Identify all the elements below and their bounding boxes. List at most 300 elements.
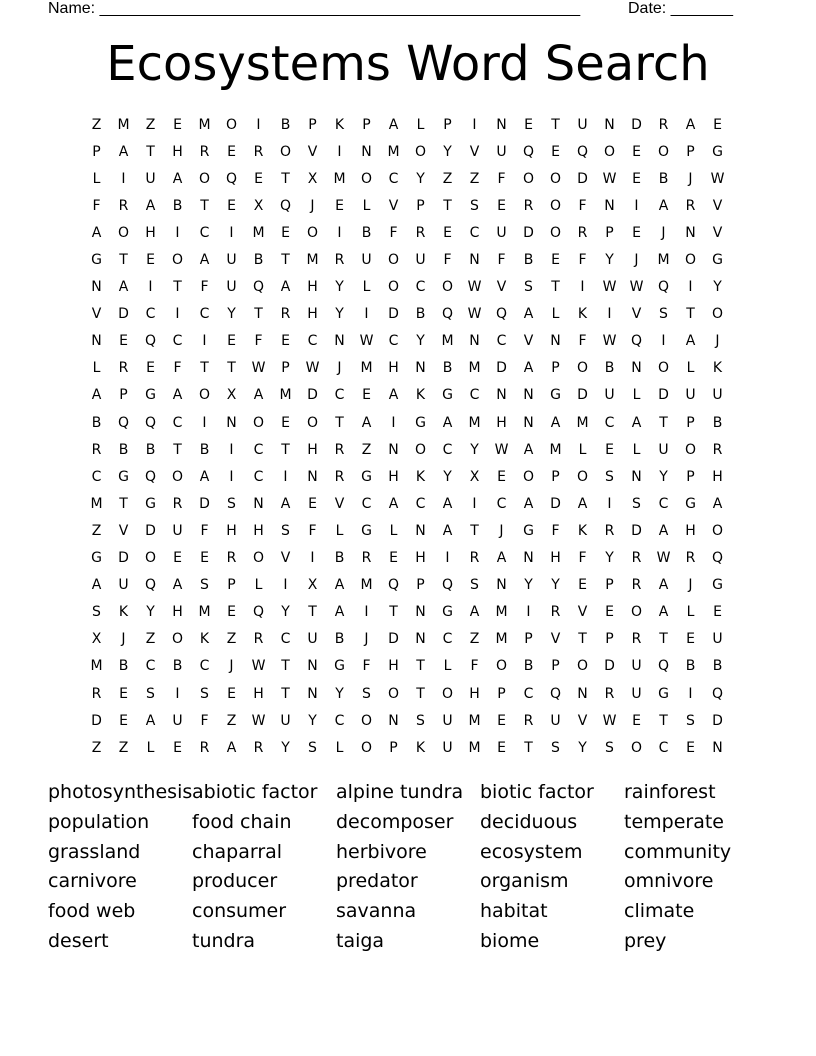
grid-letter: N	[550, 333, 561, 350]
grid-letter: Q	[144, 577, 157, 594]
grid-letter: M	[387, 143, 400, 160]
grid-letter: A	[658, 577, 669, 594]
grid-letter: P	[551, 468, 560, 485]
grid-letter: I	[310, 550, 315, 567]
grid-row	[83, 409, 731, 436]
grid-row	[83, 734, 731, 761]
grid-letter: N	[388, 441, 399, 458]
grid-letter: S	[227, 495, 236, 512]
grid-letter: G	[712, 252, 723, 269]
grid-letter: T	[335, 414, 344, 431]
grid-letter: S	[416, 712, 425, 729]
grid-letter: O	[441, 685, 454, 702]
grid-letter: X	[469, 468, 480, 485]
grid-letter: Z	[469, 631, 480, 648]
grid-letter: Z	[226, 712, 237, 729]
grid-letter: A	[145, 712, 156, 729]
grid-letter: M	[549, 441, 562, 458]
grid-letter: A	[172, 387, 183, 404]
grid-row	[83, 165, 731, 192]
grid-letter: C	[658, 739, 669, 756]
grid-letter: C	[604, 414, 615, 431]
grid-letter: E	[632, 712, 641, 729]
grid-letter: W	[251, 712, 266, 729]
grid-row	[83, 328, 731, 355]
grid-row	[83, 545, 731, 572]
word-list-item: grassland	[48, 840, 141, 863]
grid-letter: A	[199, 252, 210, 269]
grid-letter: V	[712, 224, 723, 241]
grid-letter: U	[712, 387, 723, 404]
grid-letter: R	[226, 550, 237, 567]
grid-letter: V	[388, 197, 399, 214]
grid-letter: X	[226, 387, 237, 404]
grid-letter: D	[307, 387, 318, 404]
grid-letter: Y	[524, 577, 533, 594]
grid-letter: R	[334, 468, 345, 485]
grid-letter: B	[172, 658, 183, 675]
grid-letter: A	[442, 522, 453, 539]
grid-letter: G	[658, 685, 669, 702]
grid-row	[83, 599, 731, 626]
grid-letter: A	[118, 143, 129, 160]
grid-letter: R	[118, 197, 129, 214]
grid-letter: O	[198, 170, 211, 187]
grid-letter: Y	[443, 468, 452, 485]
grid-letter: Q	[117, 414, 130, 431]
word-list-item: rainforest	[624, 781, 716, 803]
grid-letter: D	[577, 387, 588, 404]
grid-letter: P	[686, 143, 695, 160]
grid-letter: T	[173, 441, 182, 458]
grid-letter: I	[688, 279, 693, 296]
grid-letter: T	[524, 739, 533, 756]
grid-row	[83, 192, 731, 219]
grid-letter: S	[632, 495, 641, 512]
grid-letter: C	[199, 306, 210, 323]
grid-letter: A	[523, 306, 534, 323]
grid-letter: R	[334, 252, 345, 269]
grid-letter: Q	[225, 170, 238, 187]
word-list-item: abiotic factor	[192, 781, 318, 803]
grid-letter: N	[685, 224, 696, 241]
grid-letter: G	[550, 387, 561, 404]
grid-letter: D	[388, 631, 399, 648]
grid-letter: A	[91, 387, 102, 404]
grid-letter: P	[686, 414, 695, 431]
grid-letter: U	[631, 658, 642, 675]
grid-letter: T	[686, 306, 695, 323]
grid-letter: F	[200, 279, 209, 296]
grid-letter: R	[172, 495, 183, 512]
grid-letter: B	[523, 658, 534, 675]
grid-letter: I	[607, 495, 612, 512]
grid-letter: W	[602, 279, 617, 296]
grid-letter: C	[523, 685, 534, 702]
grid-letter: I	[688, 685, 693, 702]
grid-letter: K	[415, 468, 426, 485]
grid-letter: V	[469, 143, 480, 160]
grid-letter: B	[712, 658, 723, 675]
grid-letter: A	[91, 224, 102, 241]
grid-letter: N	[307, 685, 318, 702]
grid-letter: V	[577, 712, 588, 729]
grid-letter: N	[253, 495, 264, 512]
word-list-item: decomposer	[336, 810, 454, 833]
grid-letter: Q	[441, 306, 454, 323]
grid-letter: H	[388, 360, 399, 377]
grid-letter: Q	[252, 279, 265, 296]
grid-letter: C	[415, 279, 426, 296]
grid-letter: I	[283, 468, 288, 485]
grid-letter: D	[523, 224, 534, 241]
grid-letter: D	[631, 522, 642, 539]
grid-letter: F	[173, 360, 182, 377]
grid-letter: C	[361, 495, 372, 512]
grid-letter: O	[360, 712, 373, 729]
grid-letter: T	[119, 252, 128, 269]
grid-letter: H	[226, 522, 237, 539]
grid-row	[83, 274, 731, 301]
grid-letter: U	[172, 522, 183, 539]
grid-letter: H	[388, 658, 399, 675]
grid-letter: A	[523, 441, 534, 458]
grid-letter: K	[334, 116, 345, 133]
grid-letter: N	[415, 360, 426, 377]
grid-letter: O	[252, 414, 265, 431]
grid-letter: A	[469, 604, 480, 621]
grid-letter: E	[227, 604, 236, 621]
grid-letter: E	[281, 224, 290, 241]
grid-letter: R	[604, 522, 615, 539]
grid-letter: A	[91, 577, 102, 594]
grid-letter: L	[335, 522, 344, 539]
grid-letter: Y	[605, 252, 614, 269]
grid-letter: A	[658, 522, 669, 539]
grid-letter: O	[603, 143, 616, 160]
grid-letter: U	[442, 712, 453, 729]
grid-letter: E	[578, 577, 587, 594]
grid-letter: Z	[91, 116, 102, 133]
grid-letter: V	[550, 631, 561, 648]
grid-letter: B	[442, 360, 453, 377]
grid-letter: O	[414, 441, 427, 458]
grid-letter: N	[496, 577, 507, 594]
grid-letter: C	[307, 333, 318, 350]
word-list-item: climate	[624, 900, 695, 923]
grid-letter: Q	[576, 143, 589, 160]
word-list-item: organism	[480, 870, 569, 893]
grid-letter: T	[254, 306, 263, 323]
grid-row	[83, 680, 731, 707]
grid-letter: N	[631, 360, 642, 377]
grid-letter: B	[118, 658, 129, 675]
worksheet-header	[48, 0, 733, 18]
grid-letter: S	[200, 685, 209, 702]
grid-letter: S	[551, 739, 560, 756]
grid-letter: M	[279, 387, 292, 404]
grid-letter: U	[226, 279, 237, 296]
grid-letter: Y	[416, 333, 425, 350]
grid-letter: U	[415, 252, 426, 269]
grid-letter: C	[199, 658, 210, 675]
grid-letter: W	[710, 170, 725, 187]
grid-letter: Q	[711, 550, 724, 567]
grid-letter: W	[251, 360, 266, 377]
grid-letter: R	[199, 143, 210, 160]
grid-letter: P	[686, 468, 695, 485]
grid-letter: M	[576, 414, 589, 431]
grid-letter: C	[145, 306, 156, 323]
grid-row	[83, 653, 731, 680]
grid-letter: D	[199, 495, 210, 512]
grid-letter: O	[171, 252, 184, 269]
grid-letter: Y	[335, 279, 344, 296]
grid-letter: L	[146, 739, 155, 756]
word-list	[48, 780, 768, 959]
grid-letter: U	[577, 116, 588, 133]
grid-letter: I	[607, 306, 612, 323]
grid-letter: T	[281, 441, 290, 458]
grid-letter: M	[360, 577, 373, 594]
grid-letter: O	[360, 739, 373, 756]
grid-letter: R	[91, 685, 102, 702]
grid-letter: R	[280, 306, 291, 323]
grid-letter: O	[225, 116, 238, 133]
grid-letter: N	[577, 685, 588, 702]
grid-letter: Q	[144, 414, 157, 431]
grid-letter: T	[308, 604, 317, 621]
grid-letter: H	[253, 522, 264, 539]
grid-letter: R	[550, 604, 561, 621]
grid-letter: E	[632, 143, 641, 160]
grid-letter: T	[551, 116, 560, 133]
grid-letter: V	[280, 550, 291, 567]
grid-letter: Y	[227, 306, 236, 323]
grid-letter: Y	[281, 739, 290, 756]
word-list-item: food web	[48, 900, 136, 923]
grid-letter: A	[685, 333, 696, 350]
grid-letter: B	[91, 414, 102, 431]
grid-letter: M	[252, 224, 265, 241]
grid-letter: L	[254, 577, 263, 594]
grid-letter: E	[524, 116, 533, 133]
grid-letter: O	[144, 550, 157, 567]
grid-letter: O	[306, 224, 319, 241]
grid-letter: D	[712, 712, 723, 729]
grid-letter: S	[470, 197, 479, 214]
grid-letter: O	[306, 414, 319, 431]
grid-row	[83, 355, 731, 382]
grid-letter: G	[361, 468, 372, 485]
grid-letter: A	[145, 197, 156, 214]
grid-letter: R	[631, 577, 642, 594]
grid-letter: H	[145, 224, 156, 241]
grid-letter: T	[173, 279, 182, 296]
grid-letter: U	[172, 712, 183, 729]
grid-letter: R	[253, 739, 264, 756]
name-field: Name: ______________________________________________________	[48, 0, 581, 17]
grid-letter: N	[226, 414, 237, 431]
grid-letter: J	[715, 333, 720, 350]
grid-letter: Q	[495, 306, 508, 323]
grid-letter: L	[362, 279, 371, 296]
grid-letter: O	[657, 143, 670, 160]
grid-row	[83, 219, 731, 246]
grid-letter: N	[496, 116, 507, 133]
grid-letter: R	[604, 685, 615, 702]
grid-letter: I	[634, 197, 639, 214]
grid-letter: O	[684, 441, 697, 458]
grid-letter: M	[657, 252, 670, 269]
grid-letter: O	[522, 468, 535, 485]
grid-letter: Z	[91, 522, 102, 539]
grid-letter: T	[578, 631, 587, 648]
grid-letter: Y	[146, 604, 155, 621]
grid-letter: C	[253, 468, 264, 485]
grid-letter: I	[445, 550, 450, 567]
grid-letter: N	[334, 333, 345, 350]
grid-letter: Q	[441, 577, 454, 594]
grid-letter: B	[685, 658, 696, 675]
grid-letter: U	[604, 387, 615, 404]
grid-letter: K	[415, 387, 426, 404]
grid-letter: M	[468, 712, 481, 729]
grid-letter: T	[119, 495, 128, 512]
word-list-item: biotic factor	[480, 781, 594, 803]
grid-letter: H	[307, 441, 318, 458]
grid-letter: N	[415, 631, 426, 648]
grid-letter: Z	[226, 631, 237, 648]
grid-letter: N	[361, 143, 372, 160]
grid-letter: D	[91, 712, 102, 729]
grid-letter: A	[442, 495, 453, 512]
grid-letter: L	[335, 739, 344, 756]
grid-letter: P	[389, 739, 398, 756]
grid-letter: W	[251, 658, 266, 675]
grid-letter: H	[415, 550, 426, 567]
grid-letter: S	[605, 468, 614, 485]
grid-letter: E	[605, 441, 614, 458]
grid-letter: R	[685, 197, 696, 214]
grid-letter: E	[146, 252, 155, 269]
grid-letter: U	[307, 631, 318, 648]
grid-letter: C	[442, 631, 453, 648]
grid-letter: E	[497, 197, 506, 214]
grid-letter: D	[145, 522, 156, 539]
grid-letter: I	[661, 333, 666, 350]
grid-letter: B	[334, 550, 345, 567]
grid-letter: Y	[443, 143, 452, 160]
date-field: Date: _______	[628, 0, 733, 17]
grid-letter: N	[91, 279, 102, 296]
grid-letter: L	[686, 360, 695, 377]
grid-letter: J	[634, 252, 639, 269]
grid-letter: K	[415, 739, 426, 756]
grid-letter: W	[467, 279, 482, 296]
grid-letter: H	[307, 279, 318, 296]
word-list-item: herbivore	[336, 840, 427, 863]
grid-letter: Q	[630, 333, 643, 350]
grid-letter: T	[443, 197, 452, 214]
grid-letter: M	[468, 414, 481, 431]
grid-letter: O	[171, 468, 184, 485]
grid-letter: N	[415, 604, 426, 621]
grid-letter: Z	[442, 170, 453, 187]
grid-letter: O	[495, 658, 508, 675]
word-list-item: chaparral	[192, 840, 283, 863]
grid-letter: S	[524, 279, 533, 296]
grid-letter: O	[171, 631, 184, 648]
grid-letter: H	[469, 685, 480, 702]
grid-letter: T	[227, 360, 236, 377]
grid-letter: H	[172, 143, 183, 160]
grid-letter: Y	[308, 712, 317, 729]
grid-letter: I	[229, 468, 234, 485]
grid-letter: R	[631, 550, 642, 567]
grid-letter: Q	[144, 468, 157, 485]
grid-letter: F	[578, 252, 587, 269]
grid-letter: O	[198, 387, 211, 404]
grid-letter: A	[388, 387, 399, 404]
grid-letter: K	[577, 522, 588, 539]
grid-letter: C	[388, 333, 399, 350]
grid-letter: I	[175, 306, 180, 323]
grid-letter: H	[307, 306, 318, 323]
grid-letter: D	[604, 658, 615, 675]
grid-letter: T	[389, 604, 398, 621]
grid-letter: U	[361, 252, 372, 269]
grid-letter: Y	[578, 739, 587, 756]
grid-letter: E	[173, 739, 182, 756]
page-title: Ecosystems Word Search	[106, 36, 710, 92]
grid-letter: M	[333, 170, 346, 187]
grid-letter: E	[713, 604, 722, 621]
grid-letter: E	[281, 333, 290, 350]
grid-letter: Q	[711, 685, 724, 702]
grid-letter: B	[604, 360, 615, 377]
grid-letter: C	[469, 224, 480, 241]
grid-letter: O	[684, 252, 697, 269]
grid-letter: J	[121, 631, 126, 648]
grid-letter: C	[172, 414, 183, 431]
grid-letter: C	[172, 333, 183, 350]
grid-letter: I	[337, 143, 342, 160]
grid-letter: O	[252, 550, 265, 567]
grid-letter: G	[712, 577, 723, 594]
grid-row	[83, 138, 731, 165]
grid-letter: L	[389, 522, 398, 539]
word-list-item: population	[48, 810, 150, 833]
grid-letter: Z	[145, 116, 156, 133]
grid-letter: D	[118, 550, 129, 567]
grid-row	[83, 572, 731, 599]
grid-row	[83, 707, 731, 734]
grid-letter: E	[281, 414, 290, 431]
grid-letter: G	[523, 522, 534, 539]
grid-letter: V	[118, 522, 129, 539]
grid-letter: Q	[657, 658, 670, 675]
grid-letter: A	[172, 577, 183, 594]
grid-letter: L	[686, 604, 695, 621]
grid-letter: B	[361, 224, 372, 241]
grid-letter: U	[658, 441, 669, 458]
grid-letter: X	[307, 577, 318, 594]
grid-letter: J	[499, 522, 504, 539]
grid-letter: P	[416, 577, 425, 594]
grid-letter: E	[713, 116, 722, 133]
grid-letter: F	[578, 197, 587, 214]
